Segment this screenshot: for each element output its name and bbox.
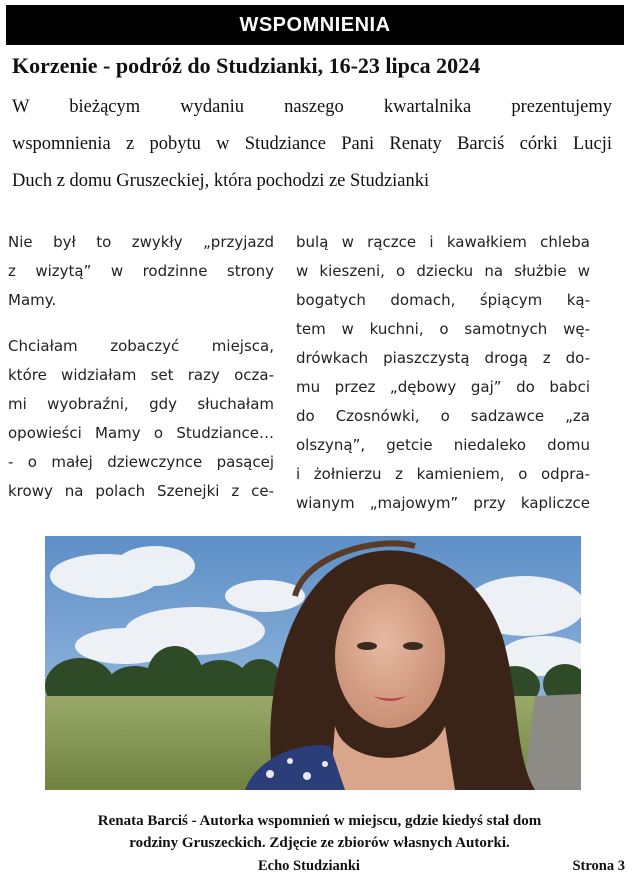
- text-line: mi wyobraźni, gdy słuchałam: [8, 395, 274, 413]
- text-line: z wizytą” w rodzinne strony: [8, 262, 274, 280]
- intro-line: wspomnienia z pobytu w Studziance Pani Renaty Barciś córki Lucji: [12, 134, 612, 154]
- left-column: [8, 228, 274, 506]
- article-intro: [12, 89, 612, 200]
- text-line: w kieszeni, o dziecku na służbie w: [296, 262, 590, 280]
- text-line: które widziałam set razy ocza-: [8, 366, 274, 384]
- text-line: mu przez „dębowy gaj” do babci: [296, 378, 590, 396]
- article-title: Korzenie - podróż do Studzianki, 16-23 lipca 2024: [12, 53, 481, 78]
- page-number: Strona 3: [572, 858, 625, 874]
- publication-name: Echo Studzianki: [258, 858, 360, 874]
- text-line: Chciałam zobaczyć miejsca,: [8, 337, 274, 355]
- text-line: krowy na polach Szenejki z ce-: [8, 482, 274, 500]
- intro-line: W bieżącym wydaniu naszego kwartalnika prezentujemy: [12, 97, 612, 117]
- intro-line: Duch z domu Gruszeckiej, która pochodzi ze Studzianki: [12, 171, 430, 191]
- paragraph-continued: [296, 228, 590, 518]
- photo-caption: [12, 810, 627, 854]
- caption-line: Renata Barciś - Autorka wspomnień w miejscu, gdzie kiedyś stał dom: [97, 813, 542, 829]
- paragraph-1: [8, 228, 274, 315]
- text-line: olszyną”, getcie niedaleko domu: [296, 436, 590, 454]
- text-line: - o małej dziewczynce pasącej: [8, 453, 274, 471]
- text-line: wianym „majowym” przy kapliczce: [296, 494, 590, 512]
- paragraph-2: [8, 332, 274, 506]
- text-line: do Czosnówki, o sadzawce „za: [296, 407, 590, 425]
- caption-line: rodziny Gruszeckich. Zdjęcie ze zbiorów własnych Autorki.: [129, 835, 510, 851]
- text-line: tem w kuchni, o samotnych wę-: [296, 320, 590, 338]
- text-line: Mamy.: [8, 291, 57, 309]
- portrait-photo: [45, 536, 581, 790]
- text-line: bulą w rączce i kawałkiem chleba: [296, 233, 590, 251]
- text-line: Nie był to zwykły „przyjazd: [8, 233, 274, 251]
- text-line: drówkach piaszczystą drogą z do-: [296, 349, 590, 367]
- right-column: [296, 228, 590, 518]
- section-header: WSPOMNIENIA: [6, 5, 624, 45]
- text-line: opowieści Mamy o Studziance…: [8, 424, 274, 442]
- text-line: bogatych domach, śpiącym ką-: [296, 291, 590, 309]
- text-line: i żołnierzu z kamieniem, o odpra-: [296, 465, 590, 483]
